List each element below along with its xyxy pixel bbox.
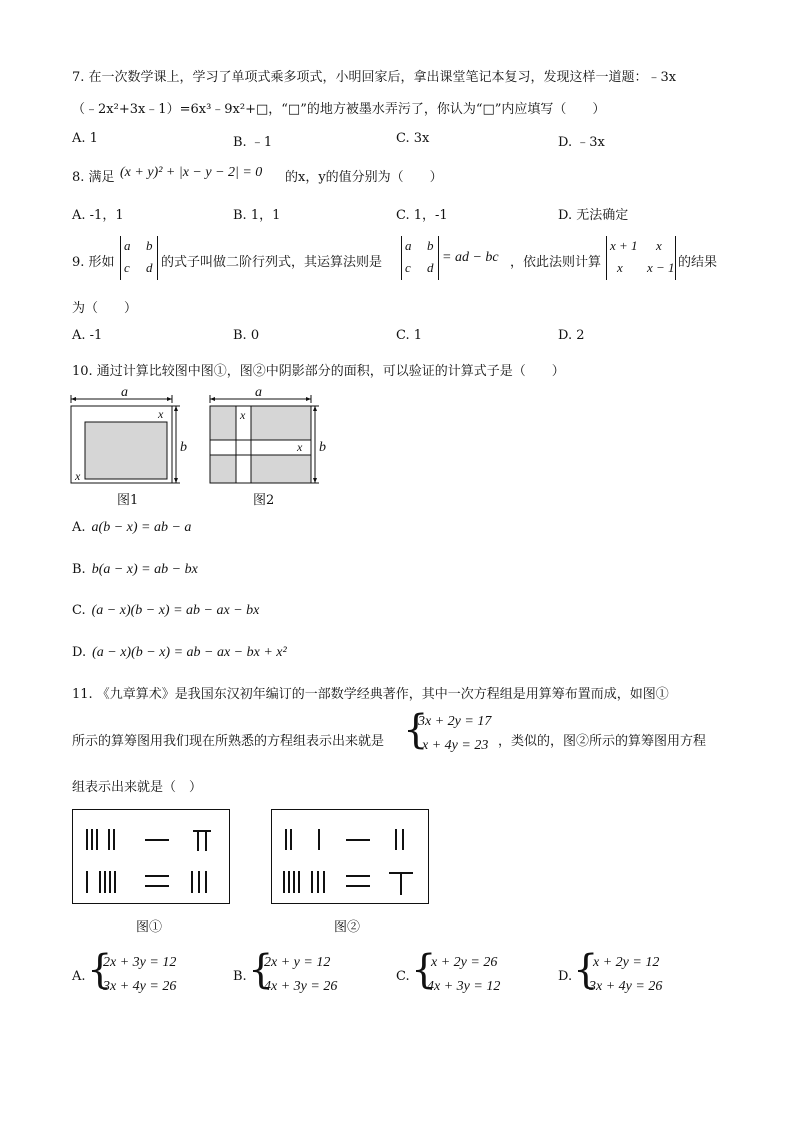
q10-option-c[interactable] — [72, 603, 259, 619]
q11-line3: 组表示出来就是（ ） — [72, 780, 203, 795]
fig2-label-x-top: x — [240, 408, 246, 422]
q7-line1: 7. 在一次数学课上，学习了单项式乘多项式，小明回家后，拿出课堂笔记本复习，发现这样一道题：﹣3x — [72, 70, 677, 85]
q7-option-d[interactable]: D. ﹣3x — [558, 135, 605, 150]
q7-line2: （﹣2x²+3x﹣1）=6x³﹣9x²+□，“□”的地方被墨水弄污了，你认为“□”内应填写（ ） — [72, 102, 606, 117]
q9-prefix: 9. 形如 — [72, 255, 115, 270]
q8-option-c[interactable]: C. 1，-1 — [396, 208, 448, 223]
fig1-label-a: a — [121, 385, 128, 400]
fig1-label-b: b — [180, 440, 187, 455]
q9-rule: = ad − bc — [442, 250, 499, 265]
q11-option-a-eq2: 3x + 4y = 26 — [103, 979, 177, 994]
q9-option-d[interactable]: D. 2 — [558, 328, 585, 343]
q9-mid1: 的式子叫做二阶行列式，其运算法则是 — [161, 255, 383, 270]
q10-option-a-label: A. — [72, 520, 86, 535]
q10-option-d-expr: (a − x)(b − x) = ab − ax − bx + x² — [92, 645, 287, 660]
q11-option-d-brace: { — [573, 947, 599, 993]
q8-option-a[interactable]: A. -1，1 — [72, 208, 124, 223]
q8-option-b[interactable]: B. 1，1 — [233, 208, 281, 223]
fig1-label-x-top: x — [158, 407, 164, 421]
q8-option-d[interactable]: D. 无法确定 — [558, 208, 629, 223]
q7-option-b[interactable]: B. ﹣1 — [233, 135, 273, 150]
q9-option-c[interactable]: C. 1 — [396, 328, 423, 343]
q9-determinant-1 — [120, 236, 158, 280]
q8-suffix: 的x，y的值分别为（ ） — [285, 170, 443, 185]
counting-rod-figure-2 — [271, 809, 431, 905]
q11-example-eq1: 3x + 2y = 17 — [418, 714, 492, 729]
q11-option-c-eq2: 4x + 3y = 12 — [427, 979, 501, 994]
q11-option-d-eq1: x + 2y = 12 — [593, 955, 660, 970]
q7-option-c[interactable]: C. 3x — [396, 131, 430, 146]
q11-option-a-brace: { — [87, 947, 113, 993]
q7-option-a[interactable]: A. 1 — [72, 131, 98, 146]
counting-rod-figure-1-caption: 图① — [136, 920, 163, 935]
q10-option-b[interactable] — [72, 562, 198, 578]
det2-a: a — [405, 238, 412, 253]
det3-d: x − 1 — [647, 260, 675, 275]
q11-option-b-label[interactable]: B. — [233, 969, 247, 984]
q11-option-a-label[interactable]: A. — [72, 969, 86, 984]
q11-line2b: ，类似的，图②所示的算筹图用方程 — [498, 734, 707, 749]
counting-rod-figure-2-caption: 图② — [334, 920, 361, 935]
q9-option-b[interactable]: B. 0 — [233, 328, 260, 343]
fig1-caption: 图1 — [117, 493, 139, 508]
det1-a: a — [124, 238, 131, 253]
q10-option-a[interactable] — [72, 520, 191, 536]
q10-figure-2 — [205, 384, 345, 484]
q10-option-c-label: C. — [72, 603, 86, 618]
det2-d: d — [427, 260, 434, 275]
q11-option-b-eq1: 2x + y = 12 — [264, 955, 331, 970]
det1-c: c — [124, 260, 130, 275]
q10-option-a-expr: a(b − x) = ab − a — [91, 520, 192, 535]
q8-prefix: 8. 满足 — [72, 170, 115, 185]
fig2-label-x-right: x — [297, 440, 303, 454]
q10-text: 10. 通过计算比较图中图①，图②中阴影部分的面积，可以验证的计算式子是（ ） — [72, 364, 565, 379]
q11-option-c-brace: { — [411, 947, 437, 993]
det2-c: c — [405, 260, 411, 275]
q9-line2: 为（ ） — [72, 301, 138, 316]
det1-b: b — [146, 238, 153, 253]
q9-determinant-2 — [401, 236, 439, 280]
q9-suffix: 的结果 — [678, 255, 718, 270]
det3-b: x — [656, 238, 662, 253]
counting-rod-figure-1 — [72, 809, 232, 905]
q10-option-d-label: D. — [72, 645, 87, 660]
fig2-label-b: b — [319, 440, 326, 455]
q10-option-b-expr: b(a − x) = ab − bx — [91, 562, 198, 577]
det3-c: x — [617, 260, 623, 275]
q11-option-d-label[interactable]: D. — [558, 969, 573, 984]
det2-b: b — [427, 238, 434, 253]
q10-option-d[interactable] — [72, 645, 287, 661]
q11-option-a-eq1: 2x + 3y = 12 — [103, 955, 177, 970]
fig2-caption: 图2 — [253, 493, 275, 508]
q11-line1: 11. 《九章算术》是我国东汉初年编订的一部数学经典著作，其中一次方程组是用算筹布置而成，如图① — [72, 687, 669, 702]
q11-option-b-eq2: 4x + 3y = 26 — [264, 979, 338, 994]
q9-mid2: ，依此法则计算 — [510, 255, 602, 270]
q8-expression: (x + y)² + |x − y − 2| = 0 — [120, 165, 263, 180]
q11-example-brace: { — [403, 707, 429, 753]
q11-line2a: 所示的算筹图用我们现在所熟悉的方程组表示出来就是 — [72, 734, 385, 749]
q10-option-b-label: B. — [72, 562, 86, 577]
q11-option-b-brace: { — [248, 947, 274, 993]
det1-d: d — [146, 260, 153, 275]
q11-example-eq2: x + 4y = 23 — [422, 738, 489, 753]
q9-determinant-3 — [606, 236, 676, 280]
q10-figure-1 — [66, 384, 206, 484]
q11-option-d-eq2: 3x + 4y = 26 — [589, 979, 663, 994]
det3-a: x + 1 — [610, 238, 638, 253]
fig2-label-a: a — [255, 385, 262, 400]
q10-option-c-expr: (a − x)(b − x) = ab − ax − bx — [91, 603, 260, 618]
q11-option-c-label[interactable]: C. — [396, 969, 410, 984]
fig1-label-x-bottom: x — [75, 469, 81, 483]
q9-option-a[interactable]: A. -1 — [72, 328, 103, 343]
q11-option-c-eq1: x + 2y = 26 — [431, 955, 498, 970]
